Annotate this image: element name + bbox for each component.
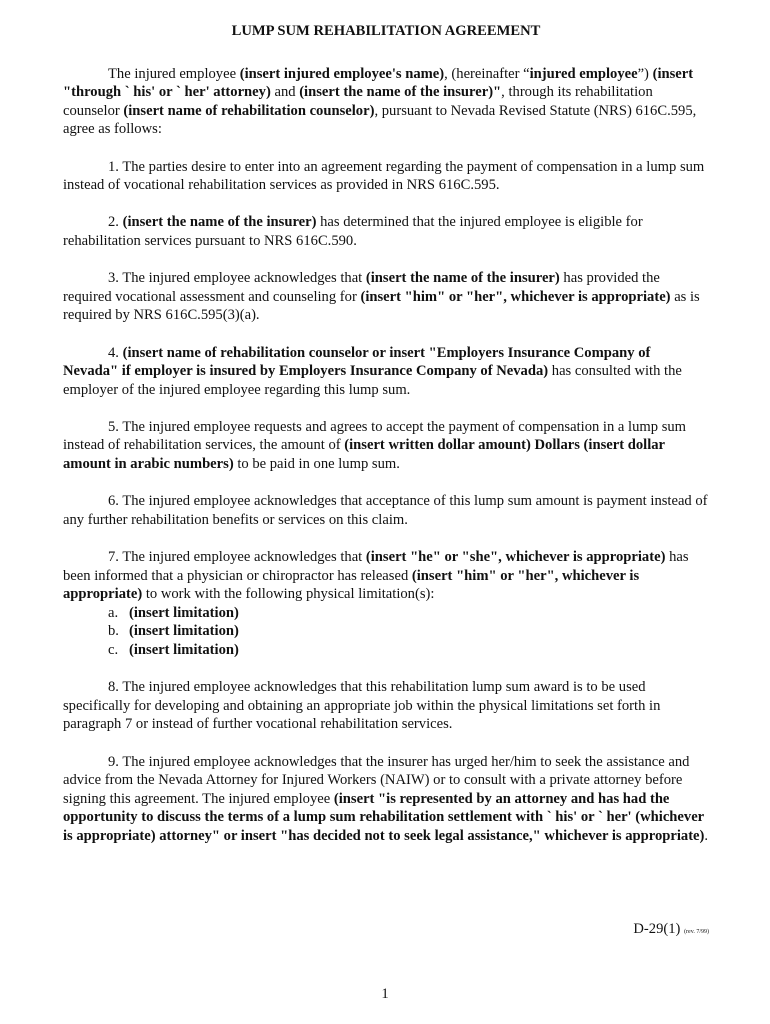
paragraph-text: has consulted with the employer of the injured employee regarding this lump sum. [63, 363, 682, 398]
paragraph-8 [63, 678, 709, 734]
limitations-list [108, 604, 709, 660]
intro-defined-term: injured employee [529, 65, 638, 82]
paragraph-text: 8. The injured employee acknowledges that this rehabilitation lump sum award is to be used specifically for developing and obtaining an appropriate job within the physical limitations set forth in paragraph 7 or instead of further vocational rehabilitation services. [63, 679, 661, 733]
paragraph-text: has determined that the injured employee is eligible for rehabilitation services pursuant to NRS 616C.590. [63, 214, 643, 249]
form-revision: (rev. 7/99) [684, 929, 709, 935]
document-page [63, 22, 709, 864]
paragraph-6 [63, 492, 709, 529]
placeholder-dollar-amount: (insert written dollar amount) Dollars (insert dollar amount in arabic numbers) [63, 437, 665, 473]
intro-placeholder-employee-name: (insert injured employee's name) [239, 65, 445, 82]
intro-placeholder-insurer: (insert the name of the insurer)" [299, 84, 502, 101]
placeholder-pronoun: (insert "he" or "she", whichever is appropriate) [365, 549, 666, 566]
paragraph-text: 9. The injured employee acknowledges that the insurer has urged her/him to seek the assistance and advice from the Nevada Attorney for Injured Workers (NAIW) or to consult with a private attorney before signing this agreement. The injured employee [63, 753, 690, 807]
paragraph-text: . [704, 827, 709, 844]
paragraph-7 [63, 548, 709, 604]
intro-text: and [270, 84, 300, 101]
paragraph-text: as is required by NRS 616C.595(3)(a). [63, 288, 700, 324]
paragraph-text: 4. [108, 344, 123, 361]
placeholder-representation: (insert "is represented by an attorney and has had the opportunity to discuss the terms of a lump sum rehabilitation settlement with ` his' or ` her' (whichever is appropriate) attorney" or insert "has decided not to seek legal assistance," whichever is appropriate) [63, 790, 705, 844]
limitation-letter: b. [108, 623, 119, 640]
form-number: D-29(1) [633, 921, 685, 937]
paragraph-1 [63, 158, 709, 195]
paragraph-2 [63, 213, 709, 250]
paragraph-text: to work with the following physical limitation(s): [142, 586, 435, 603]
page-number: 1 [381, 986, 389, 1002]
intro-text: , through its rehabilitation counselor [63, 84, 653, 119]
paragraph-text: 5. The injured employee requests and agrees to accept the payment of compensation in a lump sum instead of rehabilitation services, the amount of [63, 418, 687, 454]
paragraph-text: 3. The injured employee acknowledges that [108, 270, 366, 287]
paragraph-3 [63, 269, 709, 325]
paragraph-5 [63, 418, 709, 474]
intro-text: The injured employee [108, 65, 240, 82]
placeholder-limitation: (insert limitation) [129, 642, 239, 658]
placeholder-limitation: (insert limitation) [129, 604, 239, 621]
limitation-item [108, 604, 709, 623]
placeholder-insurer: (insert the name of the insurer) [122, 214, 317, 231]
intro-text: , (hereinafter “ [444, 65, 530, 82]
intro-paragraph [63, 65, 709, 139]
placeholder-insurer: (insert the name of the insurer) [365, 270, 560, 287]
limitation-letter: c. [108, 642, 119, 658]
paragraph-9 [63, 753, 709, 846]
paragraph-text: has provided the required vocational assessment and counseling for [63, 270, 660, 305]
intro-placeholder-attorney: (insert "through ` his' or ` her' attorney) [63, 65, 694, 101]
paragraph-text: 1. The parties desire to enter into an agreement regarding the payment of compensation in a lump sum instead of vocational rehabilitation services as provided in NRS 616C.595. [63, 158, 705, 194]
paragraph-4 [63, 344, 709, 400]
placeholder-pronoun: (insert "him" or "her", whichever is appropriate) [63, 567, 640, 603]
intro-placeholder-counselor: (insert name of rehabilitation counselor) [123, 102, 375, 119]
form-id [633, 920, 709, 942]
paragraph-text: 7. The injured employee acknowledges that [108, 549, 366, 566]
limitation-item [108, 641, 709, 660]
placeholder-limitation: (insert limitation) [129, 623, 239, 640]
paragraph-text: 2. [108, 214, 123, 231]
document-title: LUMP SUM REHABILITATION AGREEMENT [231, 23, 541, 39]
placeholder-pronoun: (insert "him" or "her", whichever is appropriate) [360, 288, 671, 305]
paragraph-text: has been informed that a physician or chiropractor has released [63, 549, 689, 584]
intro-text: ”) [637, 65, 653, 82]
paragraph-text: 6. The injured employee acknowledges that acceptance of this lump sum amount is payment instead of any further rehabilitation benefits or services on this claim. [63, 493, 708, 528]
limitation-item [108, 622, 709, 641]
paragraph-text: to be paid in one lump sum. [233, 456, 400, 473]
placeholder-counselor: (insert name of rehabilitation counselor or insert "Employers Insurance Company of Nevada" if employer is insured by Employers Insurance Company of Nevada) [63, 344, 651, 380]
intro-text: , pursuant to Nevada Revised Statute (NRS) 616C.595, agree as follows: [63, 102, 697, 138]
limitation-letter: a. [108, 604, 119, 621]
